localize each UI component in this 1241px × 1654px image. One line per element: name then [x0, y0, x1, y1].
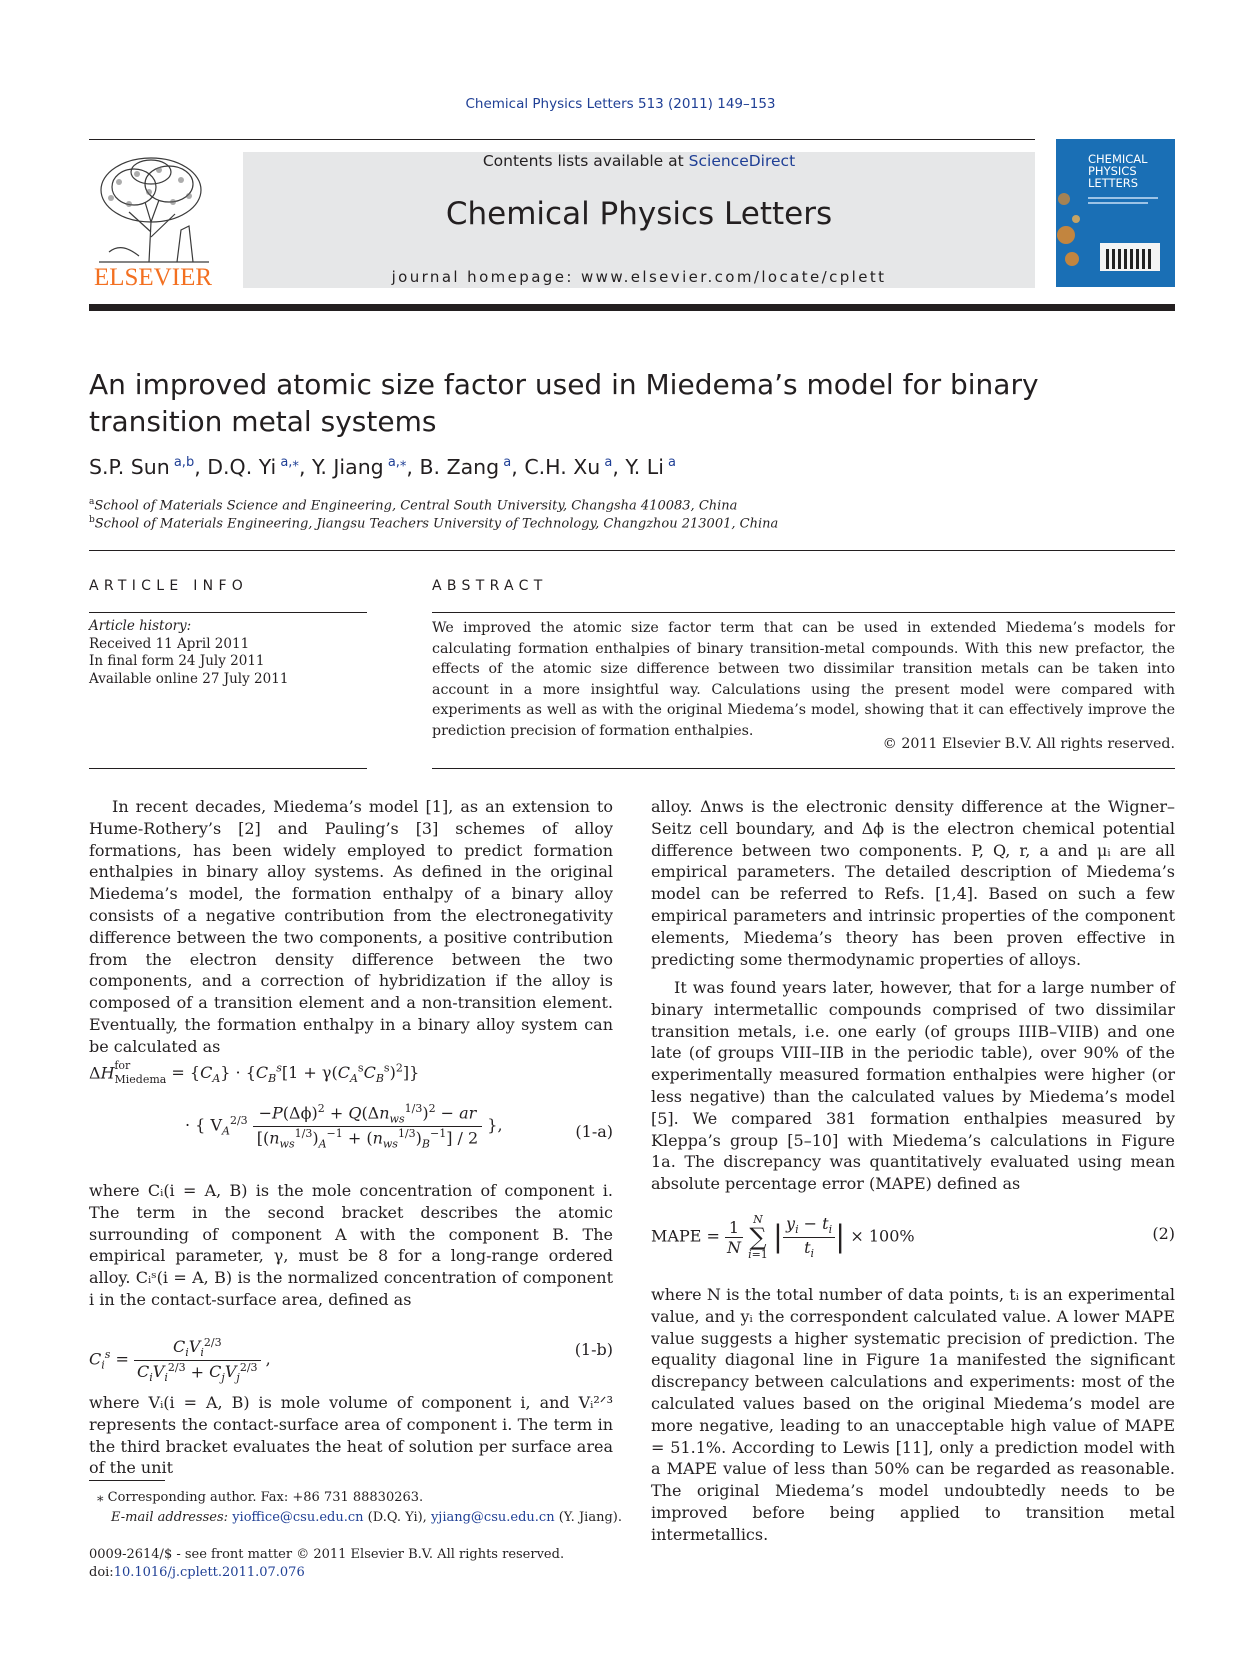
author-affil-mark[interactable]: a,⁎	[280, 455, 299, 471]
journal-homepage[interactable]: journal homepage: www.elsevier.com/locate/cplett	[391, 268, 887, 286]
email-owner-yi: (D.Q. Yi),	[367, 1510, 427, 1525]
equation-1a: $\Delta H_{Miedema}^{for} = \{C_A\} \cdot \{C_B^s[1 + \gamma(C_A^sC_B^s)^2]\}$ · { $V_A^{2/3}$ $-P(\Delta\phi)^2 + Q(\Delta n_{ws}^{1/3})^2$ − ar $[(n_{ws}^{1/3})_A^{-1} + (n_{ws}^{1/3})_B^{-1}] / 2$ }, (1-a)	[89, 1059, 613, 1151]
body-right-p3: where N is the total number of data points, tᵢ is an experimental value, and yᵢ the correspondent calculated value. A lower MAPE value suggests a higher systematic precision of prediction. The equality diagonal line in Figure 1a manifested the significant discrepancy between calculations and experiments: most of the calculated values based on the original Miedema’s model are more negative, leading to an unacceptable high value of MAPE = 51.1%. According to Lewis [11], only a prediction model with a MAPE value of less than 50% can be regarded as reasonable. The original Miedema’s model undoubtedly needs to be improved before being applied to transition metal intermetallics.	[651, 1285, 1175, 1544]
journal-title: Chemical Physics Letters	[445, 196, 833, 232]
elsevier-logo	[89, 152, 217, 292]
author-name: D.Q. Yi	[207, 455, 277, 479]
equation-1a-label: (1-a)	[575, 1122, 613, 1141]
article-info-rule-top	[89, 612, 367, 613]
email-note	[111, 1508, 622, 1528]
body-left-p1: In recent decades, Miedema’s model [1], as an extension to Hume-Rothery’s [2] and Pauling’s [3] schemes of alloy formations, has been widely employed to predict formation enthalpies in binary alloy systems. As defined in the original Miedema’s model, the formation enthalpy of a binary alloy consists of a negative contribution from the electronegativity difference between the two components, a positive contribution from the electron density difference between the two components, and a correction of hybridization if the alloy is composed of a transition element and a non-transition element. Eventually, the formation enthalpy in a binary alloy system can be calculated as	[89, 797, 613, 1056]
author-affil-mark[interactable]: a	[668, 455, 677, 471]
received-date: Received 11 April 2011	[89, 635, 250, 652]
abstract-rule-top	[432, 612, 1175, 613]
tree-icon	[89, 152, 217, 264]
abstract-text: We improved the atomic size factor term that can be used in extended Miedema’s models for calculating formation enthalpies of binary transition-metal compounds. With this new prefactor, the effects of the atomic size difference between two dissimilar transition metals can be taken into account in a more insightful way. Calculations using the present model were compared with experiments as well as with the original Miedema’s model, showing that it can effectively improve the prediction precision of formation enthalpies.	[432, 620, 1175, 739]
final-form-date: In final form 24 July 2011	[89, 653, 265, 670]
doi-line	[89, 1564, 564, 1582]
contents-prefix: Contents lists available at	[482, 152, 689, 170]
journal-citation[interactable]: Chemical Physics Letters 513 (2011) 149–153	[465, 96, 776, 112]
author-affil-mark[interactable]: a	[503, 455, 512, 471]
equation-1b: $C_i^s$ = $C_iV_i^{2/3}$ $C_iV_i^{2/3} + C_jV_j^{2/3}$ , (1-b)	[89, 1336, 613, 1385]
abstract-rule-bottom	[432, 768, 1175, 769]
author-list: S.P. Sun $^{a,b}$, D.Q. Yi $^{a,⁎}$, Y. Jiang $^{a,⁎}$, B. Zang $^a$, C.H. Xu $^a$, Y. Li $^a$	[89, 455, 677, 479]
front-matter-info	[89, 1546, 564, 1582]
cover-title: CHEMICAL PHYSICS LETTERS	[1088, 152, 1148, 190]
article-title: An improved atomic size factor used in Miedema’s model for binary transition metal systems	[89, 368, 1039, 438]
header-rule	[89, 139, 1035, 140]
elsevier-wordmark: ELSEVIER	[93, 264, 213, 291]
issn-line: 0009-2614/$ - see front matter © 2011 Elsevier B.V. All rights reserved.	[89, 1547, 565, 1562]
doi-link[interactable]: 10.1016/j.cplett.2011.07.076	[113, 1565, 305, 1580]
contents-line	[243, 152, 1035, 170]
doi-label: doi:	[89, 1565, 114, 1580]
email-owner-jiang: (Y. Jiang).	[558, 1510, 622, 1525]
history-label: Article history:	[89, 618, 192, 634]
author-name: Y. Li	[625, 455, 664, 479]
author-affil-mark[interactable]: a,⁎	[387, 455, 407, 471]
email-label: E-mail addresses:	[111, 1510, 229, 1525]
article-history	[89, 618, 288, 688]
article-info-rule-bottom	[89, 768, 367, 769]
corresponding-author-note: ⁎ Corresponding author. Fax: +86 731 88830263.	[97, 1490, 424, 1505]
footnote-rule	[89, 1480, 165, 1481]
journal-cover-image	[1056, 139, 1175, 287]
author-affil-mark[interactable]: a	[604, 455, 613, 471]
equation-2-label: (2)	[1152, 1224, 1175, 1243]
author-affil-mark[interactable]: a,b	[173, 455, 195, 471]
equation-1b-label: (1-b)	[574, 1340, 613, 1359]
abstract-copyright: © 2011 Elsevier B.V. All rights reserved.	[882, 736, 1175, 752]
section-rule	[89, 550, 1175, 551]
body-left-p2: where Cᵢ(i = A, B) is the mole concentration of component i. The term in the second bracket describes the atomic surrounding of component A with the component B. The empirical parameter, γ, must be 8 for a long-range ordered alloy. Cᵢˢ(i = A, B) is the normalized concentration of component i in the contact-surface area, defined as	[89, 1181, 613, 1309]
author-name: S.P. Sun	[89, 455, 170, 479]
online-date: Available online 27 July 2011	[89, 670, 289, 687]
affiliation-b: $^b$School of Materials Engineering, Jiangsu Teachers University of Technology, Changzhou 213001, China	[89, 515, 779, 532]
article-info-heading: ARTICLE INFO	[89, 578, 249, 594]
abstract-heading: ABSTRACT	[432, 578, 548, 594]
email-link-yi[interactable]: yioffice@csu.edu.cn	[232, 1510, 364, 1525]
author-name: Y. Jiang	[311, 455, 384, 479]
author-name: B. Zang	[419, 455, 500, 479]
cover-artwork	[1056, 139, 1175, 287]
body-right-p2: It was found years later, however, that for a large number of binary intermetallic compounds comprised of two dissimilar transition metals, i.e. one early (of groups IIIB–VIIB) and one late (of groups VIII–IIB in the periodic table), over 90% of the experimentally measured formation enthalpies were higher (or less negative) than the calculated values by Miedema’s model [5]. We compared 381 formation enthalpies measured by Kleppa’s group [5–10] with Miedema’s calculations in Figure 1a. The discrepancy was quantitatively evaluated using mean absolute percentage error (MAPE) defined as	[651, 978, 1175, 1194]
affiliation-a: $^a$School of Materials Science and Engineering, Central South University, Changsha 410083, China	[89, 497, 738, 514]
sciencedirect-link[interactable]: ScienceDirect	[688, 152, 796, 170]
body-right-p1: alloy. Δnws is the electronic density difference at the Wigner–Seitz cell boundary, and Δϕ is the electron chemical potential difference between two components. P, Q, r, a and μᵢ are all empirical parameters. The detailed description of Miedema’s model can be referred to Refs. [1,4]. Based on such a few empirical parameters and intrinsic properties of the component elements, Miedema’s theory has been proven effective in predicting some thermodynamic properties of alloys.	[651, 797, 1175, 969]
header-thick-rule	[89, 304, 1175, 311]
equation-2: MAPE = $\frac{1}{N}$ N ∑ i=1 | $\frac{y_i - t_i}{t_i}$ | × 100% (2)	[651, 1213, 1175, 1261]
author-name: C.H. Xu	[524, 455, 601, 479]
email-link-jiang[interactable]: yjiang@csu.edu.cn	[430, 1510, 555, 1525]
body-left-p3: where Vᵢ(i = A, B) is mole volume of component i, and Vᵢ²ᐟ³ represents the contact-surface area of component i. The term in the third bracket evaluates the heat of solution per surface area of the unit	[89, 1393, 613, 1478]
